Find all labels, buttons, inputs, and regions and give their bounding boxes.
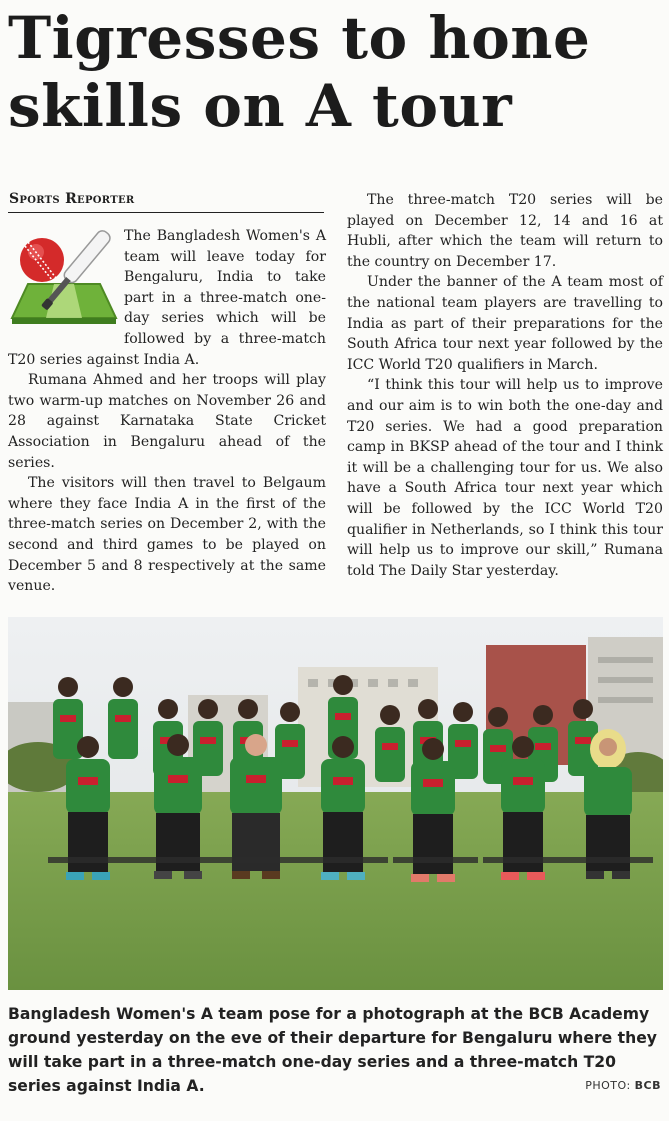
- paragraph: The Bangladesh Women's A team will leave today for Bengaluru, India to take part in a three-match one-day series which will be followed by a three-match T20 series against India A.: [8, 228, 326, 368]
- photo-credit-source: BCB: [634, 1079, 661, 1092]
- paragraph: The three-match T20 series will be played on December 12, 14 and 16 at Hubli, after which the team will return to the country on December 17.: [347, 192, 663, 270]
- headline: [8, 4, 663, 140]
- cricket-ball-and-bat-icon: [8, 226, 118, 336]
- team-photo: [8, 617, 663, 990]
- byline-divider: [8, 212, 324, 213]
- paragraph: The visitors will then travel to Belgaum where they face India A in the first of the three-match series on December 2, with the second and third games to be played on December 5 and 8 respectively at the same venue.: [8, 475, 326, 595]
- article-column-left: [8, 226, 326, 597]
- paragraph: “I think this tour will help us to improve and our aim is to win both the one-day and T20 series. We had a good preparation camp in BKSP ahead of the tour and I think it will be a challenging tour for us. We also have a South Africa tour next year which will be followed by the ICC World T20 qualifier in Netherlands, so I think this tour will help us to improve our skill,” Rumana told The Daily Star yesterday.: [347, 377, 663, 579]
- headline-line-2: skills on A tour: [8, 72, 513, 140]
- photo-credit: [585, 1079, 661, 1092]
- photo-caption: Bangladesh Women's A team pose for a photograph at the BCB Academy ground yesterday on the eve of their departure for Bengaluru where they will take part in a three-match one-day series and a three-match T20 series against India A.: [8, 1005, 657, 1095]
- paragraph: Under the banner of the A team most of the national team players are travelling to India as part of their preparations for the South Africa tour next year followed by the ICC World T20 qualifiers in March.: [347, 274, 663, 373]
- headline-line-1: Tigresses to hone: [8, 4, 591, 72]
- paragraph: Rumana Ahmed and her troops will play two warm-up matches on November 26 and 28 against Karnataka State Cricket Association in Bengaluru ahead of the series.: [8, 372, 326, 471]
- article-column-right: [347, 190, 663, 581]
- byline: Sports Reporter: [9, 191, 135, 207]
- photo-credit-label: PHOTO:: [585, 1079, 631, 1092]
